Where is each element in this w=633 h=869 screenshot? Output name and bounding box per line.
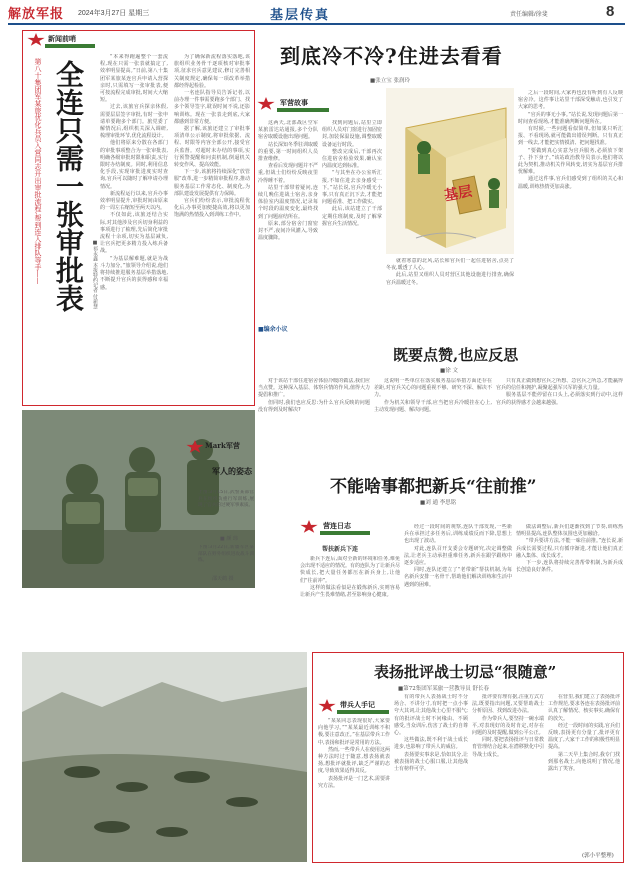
article-title: 到底冷不冷?住进去看看 <box>280 44 503 68</box>
column-title: 军人的姿态 <box>212 466 252 476</box>
responsible-editor: 责任编辑/徐斐 <box>510 12 548 18</box>
header-rule <box>8 23 625 25</box>
column-label: 新闻前哨 <box>48 34 76 43</box>
article-subtitle: 帮扶新兵下连 <box>322 546 359 553</box>
credit-bottom: 邵天鹤 摄 <box>212 576 234 582</box>
article-body-col1: “本来得跑遍整个一套流程,现在只需一张表就搞定了,效率明显提高。”日前,第八十集团军某旅某连官兵申请入营探亲时,只需填写一张审批表,便可按流程完成审批,时间大大缩短。 过去,该旅官兵探亲休假,需要层层签字审批,有时一张申请单要跑多个部门。旅党委了解情况后,组织机关深入调研,梳理审批环节,优化流程设计。 他们将原来分散在各部门的审批事项整合为一张审批表,明确各级审批时限和职责,实行限时办结制度。同时,利用信息化手段,实现审批进度实时查询,官兵可以随时了解申请办理情况。 新流程运行以来,官兵办事效率明显提升,审批时间由原来的一周左右缩短至两天以内。 不仅如此,该旅还结合实际,对其他涉及官兵切身利益的事项进行了梳理,先后简化审批流程十余项,切实为基层减负,让官兵把更多精力投入练兵备战。 “为基层解难题,就是为战斗力加分。”旅领导介绍说,他们将持续推进服务基层举措落地,不断提升官兵的获得感和幸福感。 <box>100 54 168 291</box>
mini-column-label: ■编余小议 <box>258 326 288 333</box>
column-bar <box>337 710 389 714</box>
article-byline: ■刘 通 李思铭 <box>420 500 457 506</box>
article-body-col3: 做法调整后,新兵们逐渐找到了节奏,训练热情明显提高,连队整体氛围也更加融洽。 “带兵要讲方法,不能一味往前推。”连长说,新兵成长需要过程,只有循序渐进,才能让他们真正融入集体、成长成才。 下一步,连队将持续完善帮带机制,为新兵成长创造良好条件。 <box>516 524 623 574</box>
color-registration-dots <box>60 862 140 867</box>
star-icon <box>300 520 318 534</box>
article-body-col4: 就着寒意的北风,站长和官兵们一起住进宿舍,点亮了冬夜,暖透了人心。 此后,站里又组织人员对营区其他设施进行排查,确保官兵温暖过冬。 <box>386 258 514 286</box>
column-bar <box>277 108 329 112</box>
article-body-col1: 新兵下连后,面对全新的环境和任务,难免会出现不适应的情况。有的连队为了让新兵尽快成长,把大量任务都压在新兵身上,让他们“往前冲”。 这样的做法看似是在锻炼新兵,实则容易让新兵产生畏难情绪,甚至影响身心健康。 <box>300 556 400 599</box>
article-subtitle: 第八十集团军某旅优化兵员入营同志开出审批流程,帮到连入排队等手—— <box>34 58 42 285</box>
article-body-col2: 找到问题后,站里立即组织人员对门窗进行加固密封,加装保温设施,调整取暖设备运行时段。 整改完成后,干部再次住进宿舍检验效果,确认室内温度达到标准。 “与其坐在办公室听汇报,不如住进去亲身感受一下。”站长说,官兵冷暖无小事,只有真正沉下去,才能把问题看准、把工作做实。 此后,该站建立了干部定期住班制度,及时了解掌握官兵生活情况。 <box>322 120 382 227</box>
article-body-col2: 有的带兵人表扬战士时不分场合、不讲分寸,有时把一点小事夸大其词,让其他战士心里不服气;有的批评战士时不问缘由、不顾感受,当众训斥,伤害了战士的自尊心。 这些做法,既不利于战士成长进步,也影响了带兵人的威信。 表扬要实事求是,恰如其分,让被表扬的战士心服口服,让其他战士有榜样可学。 <box>394 694 468 773</box>
article-byline: ■第72集团军某旅一营教导员 舒长春 <box>398 686 489 692</box>
article-title: 表扬批评战士切忌“很随意” <box>374 663 557 681</box>
column-bar <box>320 531 370 535</box>
sign-text: 基层 <box>442 183 474 205</box>
caption-top: 上图:3月15日,武警某部官兵在组织负重行军训练,展现了官兵的过硬军事素质。 <box>198 490 254 508</box>
article-body-col1: “某某同志表现很好,大家要向他学习。”“某某最近训练不积极,要注意改正。”在基层带兵工作中,表扬和批评是常用的方法。 然而,一些带兵人在使用这两种方法时过于随意,想表扬就表扬,想批评就批评,缺乏严谨的态度,导致效果适得其反。 表扬批评是一门艺术,需要讲究方法。 <box>318 718 390 789</box>
article-byline: ■祁永鑫 本报特约记者 付新慧 <box>92 240 98 310</box>
article-body-col3: 批评要有理有据,注重方式方法,既要指出问题,又要帮助战士分析原因、找到改进办法。 作为带兵人,要坚持一碗水端平,对表现好的及时肯定,对存在问题的及时提醒,做到公平公正。 同时,要把表扬批评与日常教育管理结合起来,在潜移默化中引导战士成长。 <box>472 694 544 758</box>
article-byline: ■徐 文 <box>440 368 458 374</box>
article-body-col1: 这两天,北部战区空军某旅雷达站通报,多个分队宿舍取暖设施出现问题。 站长深知冬季驻训取暖的重要,第一时间组织人员排查维修。 查看后发现问题并不严重,但战士们纷纷反映夜里冷得睡不着。 站里干部带着疑问,连续几晚住进战士宿舍,亲身体验室内温度情况,记录每个时段的温度变化,最终找到了问题症结所在。 原来,部分宿舍门窗密封不严,夜间冷风灌入,导致温度骤降。 <box>258 120 318 242</box>
section-title: 基层传真 <box>270 8 331 23</box>
article-footer: (郭小平整理) <box>582 853 614 859</box>
article-body-col4: 在营里,我们建立了表扬批评工作规范,要求各连在表扬批评前认真了解情况、核实事实,确保有的放矢。 经过一段时间的实践,官兵们反映,表扬更有分量了,批评更有温度了,大家干工作的积极性明显提高。 第二天早上集合时,我专门找到那名战士,向他说明了情况,他露出了笑容。 <box>548 694 620 773</box>
field-training-photo <box>22 652 307 862</box>
article-title: 既要点赞,也应反思 <box>393 346 519 364</box>
credit-top: ■ 颜 玮 <box>220 536 238 542</box>
column-label: Mark军营 <box>205 441 240 450</box>
page-header <box>0 0 633 24</box>
newspaper-masthead: 解放军报 <box>8 7 65 22</box>
article-body-col2: 为了确保新流程落实落地,该旅组织业务骨干逐项核对审批事项,征求官兵意见建议,修订完善相关制度规定,确保每一项改革举措都经得起检验。 一名连队指导员告诉记者,以前办理一件事需要跑多个部门、找多个领导签字,耽误时间不说,还影响训练。现在一张表走到底,大家都感到非常方便。 据了解,该旅还建立了审批事项清单公示制度,将审批依据、流程、时限等内容全部公开,接受官兵监督。对超时未办结的事项,实行预警提醒和问责机制,倒逼机关转变作风、提高效能。 下一步,该旅将持续深化“放管服”改革,进一步精简审批程序,推动服务基层工作常态化、制度化,为部队建设发展提供有力保障。 官兵们纷纷表示,审批流程优化后,办事更加便捷高效,将以更加饱满的热情投入到训练工作中。 <box>174 54 250 219</box>
article-byline: ■张立宝 张润玲 <box>370 78 410 84</box>
article-title: 不能啥事都把新兵“往前推” <box>330 477 537 497</box>
article-body-col3: 只有真正做到想官兵之所想、急官兵之所急,才能赢得官兵的信任和拥护,凝聚起强军兴军的强大力量。 服务基层不能停留在口头上,必须落实到行动中,这样官兵的获得感才会越来越强。 <box>496 378 623 406</box>
column-bar <box>45 44 95 48</box>
article-title: 全连只需一张审批表 <box>52 60 85 312</box>
article-body-col3: 之后一段时间,大家再也没有听到有人反映宿舍冷。这件事让站里干部深受触动,也引发了大家的思考。 “官兵的事无小事。”站长说,发现问题后第一时间查看现场,才能准确判断问题所在。 有时候,一些问题看似简单,但如果只听汇报、不看现场,就可能做出错误判断。只有真正到一线去,才能把实情摸清、把问题找准。 “要做到真心实意为官兵服务,必须放下架子、扑下身子。”该站政治教导员表示,他们将以此为契机,推动机关作风转变,切实为基层官兵排忧解难。 通过这件事,官兵们感受到了组织的关心和温暖,训练热情更加高涨。 <box>518 90 623 190</box>
article-body-col2: 这说明一些单位在落实服务基层举措方面还存在差距,对官兵关心的问题重视不够、研究不深、解决不力。 作为机关和领导干部,应当把官兵冷暖挂在心上,主动发现问题、解决问题。 <box>374 378 492 413</box>
cartoon-illustration <box>386 88 514 254</box>
column-label: 军营故事 <box>280 98 308 107</box>
issue-date: 2024年3月27日 星期三 <box>78 10 150 17</box>
column-label: 营连日志 <box>323 521 351 530</box>
star-icon <box>257 97 275 111</box>
caption-bottom: 下图:3月22日,新疆军区某部队在野外组织进攻战斗训练。 <box>198 545 254 563</box>
page-number: 8 <box>606 3 615 20</box>
column-label: 带兵人手记 <box>340 700 375 709</box>
article-body-col2: 经过一段时间的观察,连队干部发现,一些新兵在承担过多任务后,训练成绩反而下降,思想上也出现了波动。 对此,连队召开支委会专题研究,决定调整做法,让老兵主动承担重难任务,新兵在跟学跟练中逐步适应。 同时,连队还建立了“老带新”帮扶机制,为每名新兵安排一名骨干,帮助他们解决训练和生活中遇到的困难。 <box>404 524 512 588</box>
article-body-col1: 对于该站干部住进宿舍体验冷暖的做法,我们应当点赞。这种深入基层、体察兵情的作风,值得大力提倡和推广。 但同时,我们也应反思:为什么官兵反映的问题没有得到及时解决? <box>258 378 370 413</box>
